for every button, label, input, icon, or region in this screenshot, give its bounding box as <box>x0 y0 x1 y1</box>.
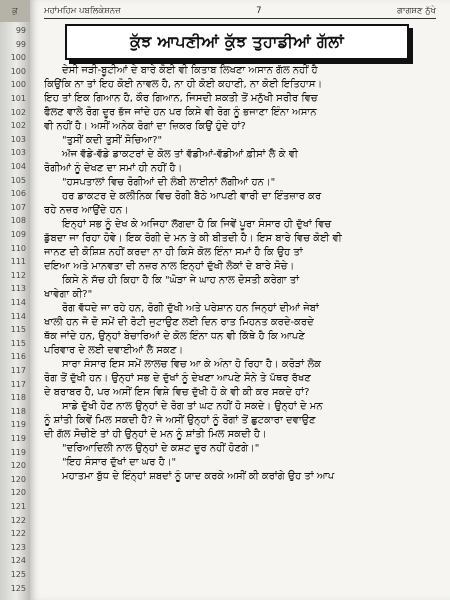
text-line: ਇਨ੍ਹਾਂ ਸਭ ਨੂੰ ਦੇਖ ਕੇ ਅਜਿਹਾ ਲੱਗਦਾ ਹੈ ਕਿ ਜਿਵੇਂ ਪੂਰਾ ਸੰਸਾਰ ਹੀ ਦੁੱਖਾਂ ਵਿਚ <box>62 219 332 230</box>
stack-page-number: 125 <box>10 570 26 579</box>
text-line: ਥੱਕ ਜਾਂਦੇ ਹਨ, ਉਨ੍ਹਾਂ ਬੇਚਾਰਿਆਂ ਦੇ ਕੋਲ ਇੰਨਾ ਧਨ ਵੀ ਕਿੱਥੇ ਹੈ ਕਿ ਆਪਣੇ <box>44 331 305 342</box>
stack-page-number: 106 <box>10 189 26 199</box>
stack-page-number: 107 <box>10 202 26 212</box>
book-page <box>30 0 450 600</box>
text-line: ਰੋਗ ਤੋਂ ਦੁੱਖੀ ਹਨ। ਉਨ੍ਹਾਂ ਸਭ ਦੇ ਦੁੱਖਾਂ ਨੂੰ ਦੇਖਣਾ ਆਪਣੇ ਸੋਨੇ ਤੇ ਪੱਥਰ ਰੱਖਣ <box>44 373 311 384</box>
stack-page-number: 121 <box>10 502 26 511</box>
stack-page-number: 110 <box>10 243 26 253</box>
stack-page-number: 99 <box>15 39 26 49</box>
stack-page-number: 118 <box>10 393 26 403</box>
stack-page-number: 100 <box>10 66 26 76</box>
stack-page-number: 105 <box>10 175 26 185</box>
stack-page-number: 122 <box>10 529 26 539</box>
stack-page-number: 119 <box>10 447 26 457</box>
stack-page-number: 99 <box>15 26 26 35</box>
header-rule <box>44 18 436 19</box>
stack-page-number: 115 <box>10 325 26 335</box>
publisher-name: ਮਹਾਂਮਹਿਮ ਪਬਲਿਕੇਸ਼ਨਜ਼ <box>44 6 121 16</box>
stack-page-number: 117 <box>10 366 26 375</box>
stack-page-number: 113 <box>10 284 26 294</box>
stack-page-number: 112 <box>10 270 26 280</box>
text-line: "ਤੁਸੀਂ ਕਦੀ ਤੁਸੀਂ ਸੋਚਿਆ?" <box>62 135 163 146</box>
stack-page-number: 118 <box>10 406 26 416</box>
text-line: ਫੈਲਣ ਵਾਲੇ ਰੋਗ ਦੂਰ ਭੱਜ ਜਾਂਦੇ ਹਨ ਪਰ ਕਿਸੇ ਵੀ ਰੋਗ ਨੂੰ ਭਜਾਣਾ ਇੰਨਾ ਅਸਾਨ <box>44 107 317 118</box>
stack-page-number: 116 <box>10 352 26 362</box>
stack-page-number: 100 <box>10 53 26 63</box>
stack-page-number: 119 <box>10 434 26 443</box>
page-stack-edge <box>0 0 31 600</box>
stack-page-number: 114 <box>10 311 26 321</box>
text-line: ਅੱਜ ਵੱਡੇ-ਵੱਡੇ ਡਾਕਟਰਾਂ ਦੇ ਕੋਲ ਤਾਂ ਵੱਡੀਆਂ-ਵੱਡੀਆਂ ਫ਼ੀਸਾਂ ਲੈ ਕੇ ਵੀ <box>62 149 298 160</box>
text-line: ਇਹ ਤਾਂ ਇਕ ਗਿਆਨ ਹੈ, ਕੌਰ ਗਿਆਨ, ਜਿਸਦੀ ਸ਼ਕਤੀ ਤੋਂ ਮਨੁੱਖੀ ਸਰੀਰ ਵਿਚ <box>44 93 318 104</box>
stack-page-number: 119 <box>10 420 26 430</box>
text-line: ਸਾਡੇ ਦੁੱਖੀ ਹੋਣ ਨਾਲ ਉਨ੍ਹਾਂ ਦੇ ਰੋਗ ਤਾਂ ਘਟ ਨਹੀਂ ਹੋ ਸਕਦੇ। ਉਨ੍ਹਾਂ ਦੇ ਮਨ <box>62 401 323 412</box>
stack-page-number: 100 <box>10 80 26 90</box>
book-spine-label: ਕੁ <box>0 0 30 22</box>
stack-page-number: 102 <box>10 107 26 117</box>
text-line: ਦੇਸੀ ਜੜੀ-ਬੂਟੀਆਂ ਦੇ ਬਾਰੇ ਕੋਈ ਵੀ ਕਿਤਾਬ ਲਿਖਣਾ ਅਸਾਨ ਗੱਲ ਨਹੀਂ ਹੈ <box>62 65 318 76</box>
running-head <box>44 6 436 18</box>
stack-page-number: 124 <box>10 556 26 566</box>
stack-page-number: 108 <box>10 216 26 226</box>
text-line: ਕਿਉਂਕਿ ਨਾ ਤਾਂ ਇਹ ਕੋਈ ਨਾਵਲ ਹੈ, ਨਾ ਹੀ ਕੋਈ ਕਹਾਣੀ, ਨਾ ਕੋਈ ਇਤਿਹਾਸ। <box>44 79 323 90</box>
text-line: ਮਹਾਤਮਾ ਬੁੱਧ ਦੇ ਇੰਨ੍ਹਾਂ ਸ਼ਬਦਾਂ ਨੂੰ ਯਾਦ ਕਰਕੇ ਅਸੀਂ ਕੀ ਕਰਾਂਗੇ ਉਹ ਤਾਂ ਆਪ <box>62 471 335 482</box>
text-line: ਜਾਨਣ ਦੀ ਕੋਸ਼ਿਸ਼ ਨਹੀਂ ਕਰਦਾ ਨਾ ਹੀ ਕਿਸੇ ਕੋਲ ਇੰਨਾ ਸਮਾਂ ਹੈ ਕਿ ਉਹ ਤਾਂ <box>44 247 303 258</box>
chapter-title: ਕੁੱਝ ਆਪਣੀਆਂ ਕੁੱਝ ਤੁਹਾਡੀਆਂ ਗੱਲਾਂ <box>130 32 344 51</box>
text-line: "ਦਰਿਆਦਿਲੀ ਨਾਲ ਉਨ੍ਹਾਂ ਦੇ ਕਸ਼ਟ ਦੂਰ ਨਹੀਂ ਹੋਣਗੇ।" <box>62 443 260 454</box>
book-title: ਗਾਗਸ਼ਣ ਨੁੱਖੇ <box>397 6 436 16</box>
text-line: ਰੋਗੀਆਂ ਨੂੰ ਦੇਖਣ ਦਾ ਸਮਾਂ ਹੀ ਨਹੀਂ ਹੈ। <box>44 163 183 174</box>
stack-page-number: 104 <box>10 162 26 171</box>
text-line: ਖਾਵੇਗਾ ਕੀ?" <box>44 289 93 300</box>
stack-page-number: 101 <box>10 94 26 103</box>
text-line: "ਇਹ ਸੰਸਾਰ ਦੁੱਖਾਂ ਦਾ ਘਰ ਹੈ।" <box>62 457 177 468</box>
text-line: ਨੂੰ ਸ਼ਾਂਤੀ ਕਿਵੇਂ ਮਿਲ ਸਕਦੀ ਹੈ? ਜੇ ਅਸੀਂ ਉਨ੍ਹਾਂ ਨੂੰ ਰੋਗਾਂ ਤੋਂ ਛੁਟਕਾਰਾ ਦਵਾਉਣ <box>44 415 316 426</box>
text-line: ਖਾਲੀ ਹਨ ਜੋ ਦੋ ਸਮੇਂ ਦੀ ਰੋਟੀ ਜੁਟਾਉਣ ਲਈ ਦਿਨ ਰਾਤ ਮਿਹਨਤ ਕਰਦੇ-ਕਰਦੇ <box>44 317 314 328</box>
stack-page-number: 120 <box>10 461 26 471</box>
chapter-banner <box>65 24 409 60</box>
stack-page-number: 114 <box>10 298 26 307</box>
stack-page-number: 115 <box>10 338 26 348</box>
stack-page-number: 123 <box>10 542 26 552</box>
page-number: 7 <box>256 6 262 16</box>
text-line: ਵੀ ਨਹੀਂ ਹੈ। ਅਸੀਂ ਅਨੇਕ ਰੋਗਾਂ ਦਾ ਜ਼ਿਕਰ ਕਿਉਂ ਹੁੰਦੇ ਹਾਂ? <box>44 121 246 132</box>
body-text <box>44 64 440 596</box>
stack-page-number: 117 <box>10 379 26 389</box>
text-line: ਦੀ ਗੱਲ ਸੋਚੀਏ ਤਾਂ ਹੀ ਉਨ੍ਹਾਂ ਦੇ ਮਨ ਨੂੰ ਸ਼ਾਂਤੀ ਮਿਲ ਸਕਦੀ ਹੈ। <box>44 429 267 440</box>
stack-page-number: 125 <box>10 583 26 593</box>
text-line: ਪਰਿਵਾਰ ਦੇ ਲਈ ਦਵਾਈਆਂ ਲੈ ਸਕਣ। <box>44 345 184 356</box>
stack-page-number: 120 <box>10 474 26 484</box>
text-line: ਡੁੱਬਦਾ ਜਾ ਰਿਹਾ ਹੋਵੇ। ਇਕ ਰੋਗੀ ਦੇ ਮਨ ਤੇ ਕੀ ਬੀਤਦੀ ਹੈ। ਇਸ ਬਾਰੇ ਵਿਚ ਕੋਈ ਵੀ <box>44 233 342 244</box>
stack-page-number: 122 <box>10 515 26 525</box>
stack-page-number: 103 <box>10 148 26 158</box>
stack-page-number: 120 <box>10 488 26 498</box>
text-line: ਦਇਆ ਅਤੇ ਮਾਨਵਤਾ ਦੀ ਨਜ਼ਰ ਨਾਲ ਇਨ੍ਹਾਂ ਦੁੱਖੀ ਲੋਕਾਂ ਦੇ ਬਾਰੇ ਸੋਚੇ। <box>44 261 295 272</box>
stack-page-number: 109 <box>10 230 26 239</box>
stack-page-number: 103 <box>10 134 26 144</box>
text-line: ਰੋਗ ਵੱਧਦੇ ਜਾ ਰਹੇ ਹਨ, ਰੋਗੀ ਦੁੱਖੀ ਅਤੇ ਪਰੇਸ਼ਾਨ ਹਨ ਜਿਨ੍ਹਾਂ ਦੀਆਂ ਜੇਬਾਂ <box>62 303 319 314</box>
stack-page-number: 102 <box>10 121 26 131</box>
text-line: ਹਰ ਡਾਕਟਰ ਦੇ ਕਲੀਨਿਕ ਵਿਚ ਰੋਗੀ ਬੈਠੇ ਆਪਣੀ ਵਾਰੀ ਦਾ ਇੰਤਜ਼ਾਰ ਕਰ <box>62 191 322 202</box>
text-line: ਦੇ ਬਰਾਬਰ ਹੈ, ਪਰ ਅਸੀਂ ਇਸ ਵਿਸ਼ੇ ਵਿਚ ਦੁੱਖੀ ਹੋ ਕੇ ਵੀ ਕੀ ਕਰ ਸਕਦੇ ਹਾਂ? <box>44 387 310 398</box>
text-line: ਸਾਰਾ ਸੰਸਾਰ ਇਸ ਸਮੇਂ ਲਾਲਚ ਵਿਚ ਆ ਕੇ ਅੰਨਾ ਹੋ ਰਿਹਾ ਹੈ। ਕਰੋੜਾਂ ਲੋਕ <box>62 359 322 370</box>
text-line: "ਹਸਪਤਾਲਾਂ ਵਿਚ ਰੋਗੀਆਂ ਦੀ ਲੰਬੀ ਲਾਈਨਾਂ ਲੱਗੀਆਂ ਹਨ।" <box>62 177 276 188</box>
text-line: ਰਹੇ ਨਜ਼ਰ ਆਉਂਦੇ ਹਨ। <box>44 205 129 216</box>
text-line: ਕਿਸੇ ਨੇ ਸੱਚ ਹੀ ਕਿਹਾ ਹੈ ਕਿ "ਘੋੜਾ ਜੇ ਘਾਹ ਨਾਲ ਦੋਸਤੀ ਕਰੇਗਾ ਤਾਂ <box>62 275 300 286</box>
stack-page-number: 111 <box>10 257 26 267</box>
